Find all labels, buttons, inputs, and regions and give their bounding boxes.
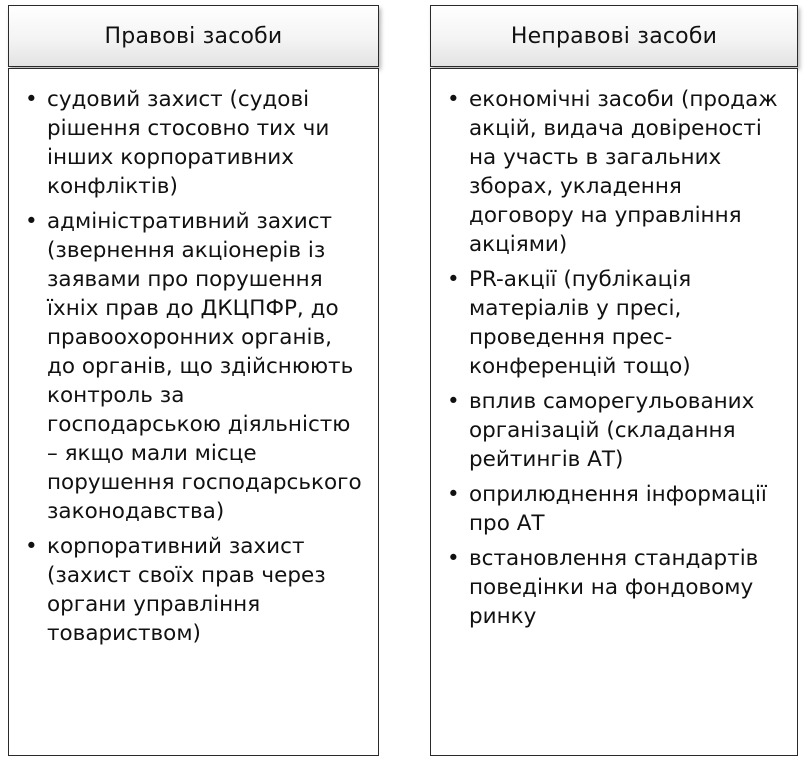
list-item-text: адміністративний захист (звернення акціонерів із заявами про порушення їхніх прав до ДКЦПФР, до правоохоронних органів, до органів, що здійснюють контроль за господарською діяльністю – якщо мали місце порушення господарського законодавства) (47, 209, 362, 524)
bullet-icon: • (447, 267, 460, 292)
bullet-icon: • (447, 389, 460, 414)
bullet-icon: • (447, 87, 460, 112)
list-item-text: судовий захист (судові рішення стосовно тих чи інших корпоративних конфліктів) (47, 87, 330, 199)
list-item (447, 480, 792, 538)
list-item (25, 85, 365, 201)
list-item (447, 85, 792, 259)
legal-means-title: Правові засоби (104, 23, 283, 49)
bullet-icon: • (447, 482, 460, 507)
non-legal-means-list (447, 85, 792, 637)
list-item (447, 387, 792, 474)
bullet-icon: • (447, 546, 460, 571)
non-legal-means-title: Неправові засоби (510, 23, 718, 49)
list-item-text: вплив саморегульованих організацій (складання рейтингів АТ) (469, 389, 755, 472)
legal-means-panel (8, 68, 379, 756)
list-item-text: PR-акції (публікація матеріалів у пресі, проведення прес-конференцій тощо) (469, 267, 692, 379)
list-item (25, 532, 365, 648)
list-item-text: оприлюднення інформації про АТ (469, 482, 767, 536)
bullet-icon: • (25, 534, 38, 559)
list-item (447, 265, 792, 381)
list-item (447, 544, 792, 631)
legal-means-header (8, 5, 379, 67)
list-item-text: встановлення стандартів поведінки на фондовому ринку (469, 546, 759, 629)
legal-means-list (25, 85, 365, 654)
bullet-icon: • (25, 87, 38, 112)
list-item (25, 207, 365, 526)
non-legal-means-header (430, 5, 798, 67)
bullet-icon: • (25, 209, 38, 234)
list-item-text: економічні засоби (продаж акцій, видача довіреності на участь в загальних зборах, укладення договору на управління акціями) (469, 87, 778, 257)
non-legal-means-panel (430, 68, 798, 756)
list-item-text: корпоративний захист (захист своїх прав через органи управління товариством) (47, 534, 326, 646)
